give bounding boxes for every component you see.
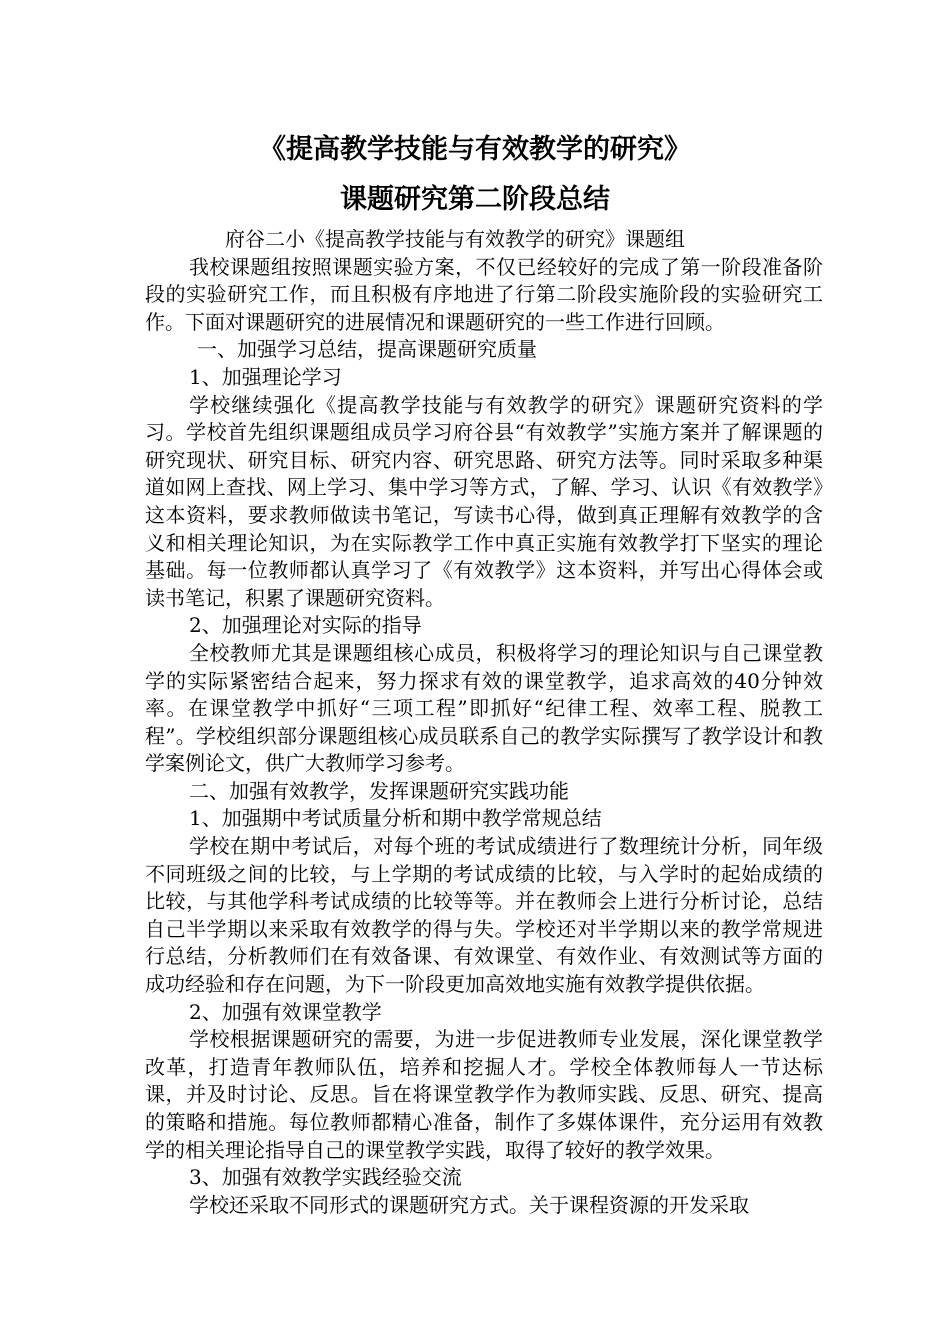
section2-sub1-heading: 1、加强期中考试质量分析和期中教学常规总结 [189,806,602,831]
section1-sub1-heading: 1、加强理论学习 [189,364,342,389]
document-title-line2: 课题研究第二阶段总结 [340,184,610,215]
section2-sub2-paragraph: 学校根据课题研究的需要，为进一步促进教师专业发展，深化课堂教学改革，打造青年教师队伍，培养和挖掘人才。学校全体教师每人一节达标课，并及时讨论、反思。旨在将课堂教学作为教师实践、反思、研究、提高的策略和措施。每位教师都精心准备，制作了多媒体课件，充分运用有效教学的相关理论指导自己的课堂教学实践，取得了较好的教学效果。 [145,1027,823,1162]
author-line: 府谷二小《提高教学技能与有效教学的研究》课题组 [225,227,685,251]
document-body [145,226,823,1219]
document-title-line1: 《提高教学技能与有效教学的研究》 [259,134,691,165]
section2-sub1-paragraph: 学校在期中考试后，对每个班的考试成绩进行了数理统计分析，同年级不同班级之间的比较，与上学期的考试成绩的比较，与入学时的起始成绩的比较，与其他学科考试成绩的比较等等。并在教师会上进行分析讨论，总结自己半学期以来采取有效教学的得与失。学校还对半学期以来的教学常规进行总结，分析教师们在有效备课、有效课堂、有效作业、有效测试等方面的成功经验和存在问题，为下一阶段更加高效地实施有效教学提供依据。 [145,834,823,997]
section2-sub2-heading: 2、加强有效课堂教学 [189,999,382,1024]
section2-heading: 二、加强有效教学，发挥课题研究实践功能 [189,778,569,803]
section2-sub3-heading: 3、加强有效教学实践经验交流 [189,1165,462,1190]
section1-heading: 一、加强学习总结，提高课题研究质量 [197,337,537,362]
section1-sub2-heading: 2、加强理论对实际的指导 [189,613,422,638]
section1-sub1-paragraph: 学校继续强化《提高教学技能与有效教学的研究》课题研究资料的学习。学校首先组织课题组成员学习府谷县“有效教学”实施方案并了解课题的研究现状、研究目标、研究内容、研究思路、研究方法等。同时采取多种渠道如网上查找、网上学习、集中学习等方式，了解、学习、认识《有效教学》这本资料，要求教师做读书笔记，写读书心得，做到真正理解有效教学的含义和相关理论知识，为在实际教学工作中真正实施有效教学打下坚实的理论基础。每一位教师都认真学习了《有效教学》这本资料，并写出心得体会或读书笔记，积累了课题研究资料。 [145,392,823,610]
section1-sub2-paragraph: 全校教师尤其是课题组核心成员，积极将学习的理论知识与自己课堂教学的实际紧密结合起来，努力探求有效的课堂教学，追求高效的40分钟效率。在课堂教学中抓好“三项工程”即抓好“纪律工程、效率工程、脱教工程”。学校组织部分课题组核心成员联系自己的教学实际撰写了教学设计和教学案例论文，供广大教师学习参考。 [145,640,823,776]
section2-sub3-paragraph: 学校还采取不同形式的课题研究方式。关于课程资源的开发采取 [189,1192,749,1217]
intro-paragraph: 我校课题组按照课题实验方案，不仅已经较好的完成了第一阶段准备阶段的实验研究工作，而且积极有序地进了行第二阶段实施阶段的实验研究工作。下面对课题研究的进展情况和课题研究的一些工作进行回顾。 [145,254,823,334]
